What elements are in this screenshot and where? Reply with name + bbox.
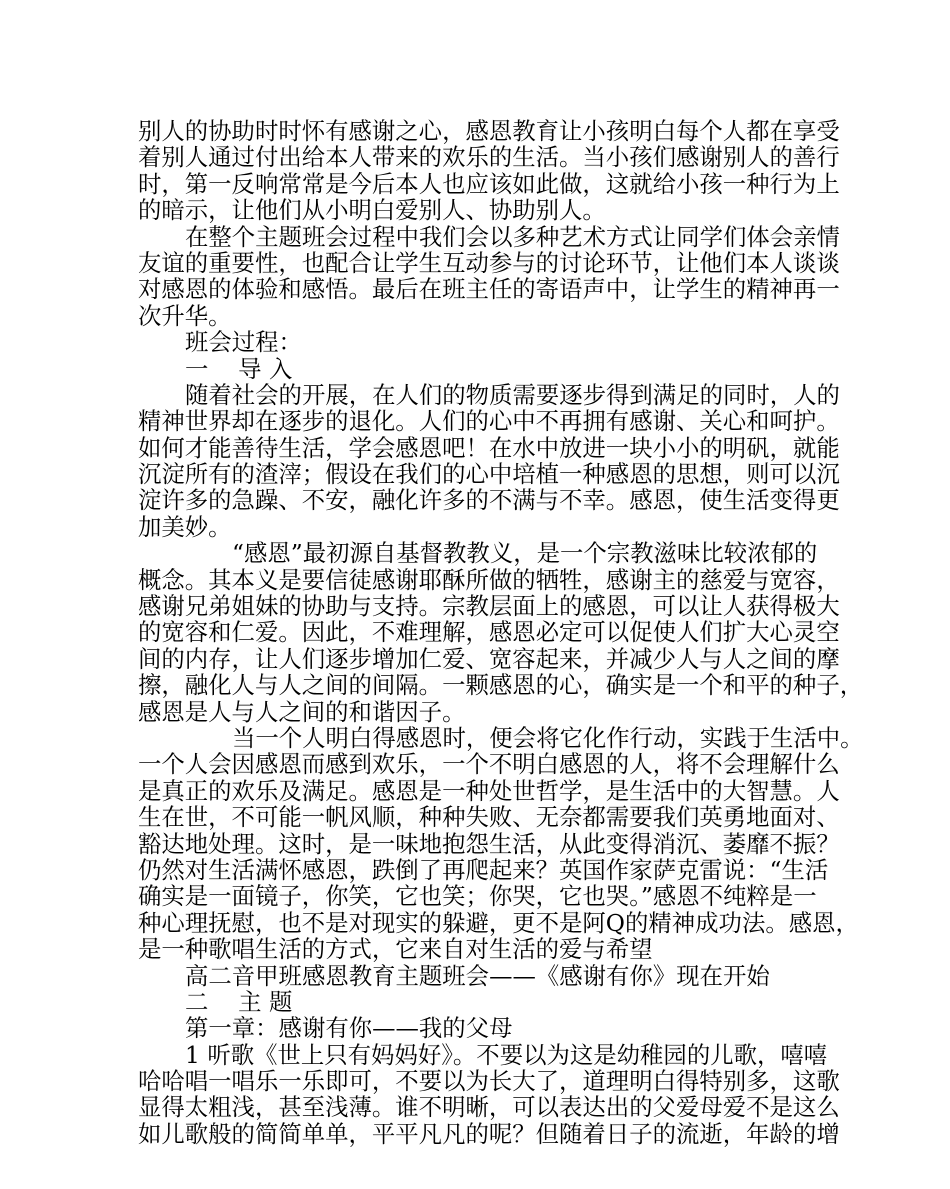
body-text-line: 概念。其本义是要信徒感谢耶酥所做的牺牲，感谢主的慈爱与宽容， xyxy=(138,565,840,594)
body-text-line: 是一种歌唱生活的方式，它来自对生活的爱与希望 xyxy=(138,935,653,964)
body-text-line: 友谊的重要性，也配合让学生互动参与的讨论环节，让他们本人谈谈 xyxy=(138,248,840,277)
body-text-line: 时，第一反响常常是今后本人也应该如此做，这就给小孩一种行为上 xyxy=(138,169,840,198)
body-text-line: 加美妙。 xyxy=(138,512,232,541)
paragraph-start-line: 当一个人明白得感恩时，便会将它化作行动，实践于生活中。 xyxy=(232,723,864,752)
body-text-line: 豁达地处理。这时，是一味地抱怨生活，从此变得消沉、萎靡不振？ xyxy=(138,829,840,858)
document-page xyxy=(138,117,864,1148)
body-text-line: 种心理抚慰，也不是对现实的躲避，更不是阿Q的精神成功法。感恩， xyxy=(138,908,859,937)
body-text-line: 沉淀所有的渣滓；假设在我们的心中培植一种感恩的思想，则可以沉 xyxy=(138,460,840,489)
body-text-line: 着别人通过付出给本人带来的欢乐的生活。当小孩们感谢别人的善行 xyxy=(138,143,840,172)
body-text-line: 如儿歌般的简简单单，平平凡凡的呢？但随着日子的流逝，年龄的增 xyxy=(138,1119,840,1148)
body-text-line: 别人的协助时时怀有感谢之心，感恩教育让小孩明白每个人都在享受 xyxy=(138,117,840,145)
body-text-line: 次升华。 xyxy=(138,301,232,330)
body-text-line: 确实是一面镜子，你笑，它也笑；你哭，它也哭。”感恩不纯粹是一 xyxy=(138,882,817,911)
body-text-line: 对感恩的体验和感悟。最后在班主任的寄语声中，让学生的精神再一 xyxy=(138,275,840,304)
list-item-line: 1 听歌《世上只有妈妈好》。不要以为这是幼稚园的儿歌，嘻嘻 xyxy=(185,1040,828,1069)
chapter-heading-line: 第一章：感谢有你——我的父母 xyxy=(185,1014,513,1043)
body-text-line: 感谢兄弟姐妹的协助与支持。宗教层面上的感恩，可以让人获得极大 xyxy=(138,592,840,621)
paragraph-start-line: “感恩”最初源自基督教教义，是一个宗教滋味比较浓郁的 xyxy=(232,539,818,568)
body-text-line: 的宽容和仁爱。因此，不难理解，感恩必定可以促使人们扩大心灵空 xyxy=(138,618,840,647)
body-text-line: 的暗示，让他们从小明白爱别人、协助别人。 xyxy=(138,196,606,225)
body-text-line: 显得太粗浅，甚至浅薄。谁不明晰，可以表达出的父爱母爱不是这么 xyxy=(138,1093,840,1122)
paragraph-start-line: 在整个主题班会过程中我们会以多种艺术方式让同学们体会亲情 xyxy=(185,222,840,251)
body-text-line: 间的内存，让人们逐步增加仁爱、宽容起来，并减少人与人之间的摩 xyxy=(138,644,840,673)
body-text-line: 擦，融化人与人之间的间隔。一颗感恩的心，确实是一个和平的种子， xyxy=(138,671,864,700)
body-text-line: 如何才能善待生活，学会感恩吧！在水中放进一块小小的明矾，就能 xyxy=(138,433,840,462)
body-text-line: 感恩是人与人之间的和谐因子。 xyxy=(138,697,466,726)
body-text-line: 淀许多的急躁、不安，融化许多的不满与不幸。感恩，使生活变得更 xyxy=(138,486,840,515)
body-text-line: 是真正的欢乐及满足。感恩是一种处世哲学，是生活中的大智慧。人 xyxy=(138,776,840,805)
body-text-line: 生在世，不可能一帆风顺，种种失败、无奈都需要我们英勇地面对、 xyxy=(138,803,840,832)
paragraph-start-line: 随着社会的开展，在人们的物质需要逐步得到满足的同时，人的 xyxy=(185,380,840,409)
section-label-line: 班会过程： xyxy=(185,328,302,357)
body-text-line: 精神世界却在逐步的退化。人们的心中不再拥有感谢、关心和呵护。 xyxy=(138,407,840,436)
section-heading-line: 二 主 题 xyxy=(185,987,293,1016)
section-heading-line: 一 导 入 xyxy=(185,354,293,383)
body-text-line: 一个人会因感恩而感到欢乐，一个不明白感恩的人，将不会理解什么 xyxy=(138,750,840,779)
body-text-line: 仍然对生活满怀感恩，跌倒了再爬起来？英国作家萨克雷说：“生活 xyxy=(138,855,829,884)
announcement-line: 高二音甲班感恩教育主题班会——《感谢有你》现在开始 xyxy=(185,961,770,990)
body-text-line: 哈哈唱一唱乐一乐即可，不要以为长大了，道理明白得特别多，这歌 xyxy=(138,1067,840,1096)
